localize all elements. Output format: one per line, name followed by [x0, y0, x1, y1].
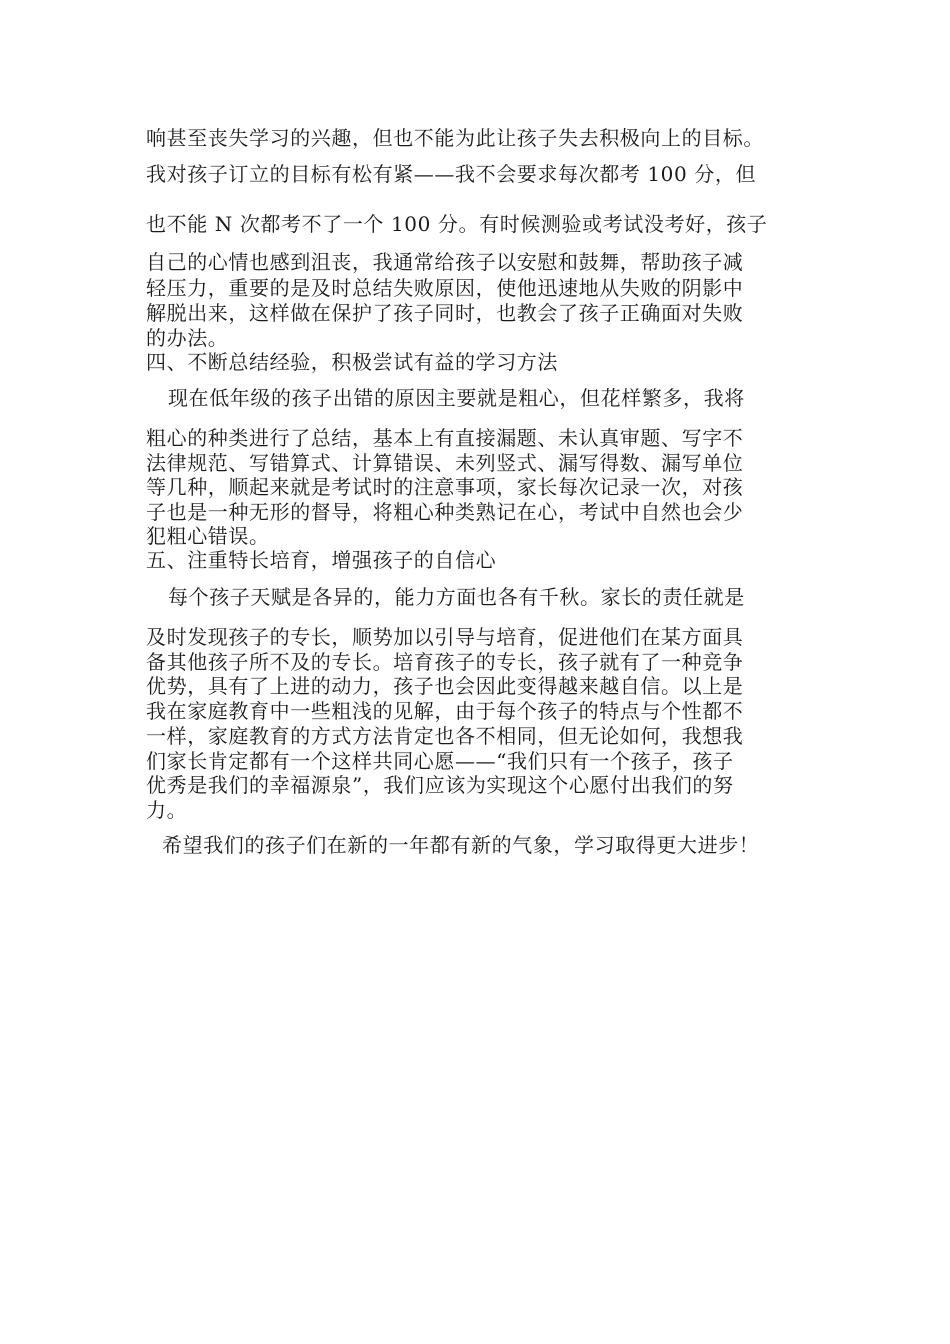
text-line: 及时发现孩子的专长，顺势加以引导与培育，促进他们在某方面具 — [146, 625, 744, 649]
text-line: 优秀是我们的幸福源泉”，我们应该为实现这个心愿付出我们的努 — [146, 773, 734, 797]
text-line: 轻压力，重要的是及时总结失败原因，使他迅速地从失败的阴影中 — [146, 276, 744, 300]
text-line: 力。 — [146, 798, 188, 822]
text-line: 解脱出来，这样做在保护了孩子同时，也教会了孩子正确面对失败 — [146, 301, 744, 325]
text-line: 优势，具有了上进的动力，孩子也会因此变得越来越自信。以上是 — [146, 674, 744, 698]
text-line: 的办法。 — [146, 326, 229, 350]
text-line: 法律规范、写错算式、计算错误、未列竖式、漏写得数、漏写单位 — [146, 451, 744, 475]
text-line: 子也是一种无形的督导，将粗心种类熟记在心，考试中自然也会少 — [146, 500, 744, 524]
text-line: 每个孩子天赋是各异的，能力方面也各有千秋。家长的责任就是 — [168, 585, 745, 609]
text-line: 也不能 N 次都考不了一个 100 分。有时候测验或考试没考好，孩子 — [146, 212, 768, 236]
closing-line: 希望我们的孩子们在新的一年都有新的气象，学习取得更大进步！ — [162, 833, 760, 857]
text-line: 备其他孩子所不及的专长。培育孩子的专长，孩子就有了一种竞争 — [146, 650, 744, 674]
section-heading: 四、不断总结经验，积极尝试有益的学习方法 — [146, 350, 558, 374]
section-heading: 五、注重特长培育，增强孩子的自信心 — [146, 548, 497, 572]
text-line: 我在家庭教育中一些粗浅的见解，由于每个孩子的特点与个性都不 — [146, 699, 744, 723]
text-line: 现在低年级的孩子出错的原因主要就是粗心，但花样繁多，我将 — [168, 386, 745, 410]
text-line: 响甚至丧失学习的兴趣，但也不能为此让孩子失去积极向上的目标。 — [146, 126, 764, 150]
text-line: 犯粗心错误。 — [146, 524, 270, 548]
text-line: 粗心的种类进行了总结，基本上有直接漏题、未认真审题、写字不 — [146, 426, 744, 450]
text-line: 等几种，顺起来就是考试时的注意事项，家长每次记录一次，对孩 — [146, 475, 744, 499]
text-line: 自己的心情也感到沮丧，我通常给孩子以安慰和鼓舞，帮助孩子减 — [146, 250, 744, 274]
text-line: 一样，家庭教育的方式方法肯定也各不相同，但无论如何，我想我 — [146, 724, 744, 748]
text-line: 我对孩子订立的目标有松有紧——我不会要求每次都考 100 分，但 — [146, 162, 757, 186]
text-line: 们家长肯定都有一个这样共同心愿——“我们只有一个孩子，孩子 — [146, 749, 734, 773]
